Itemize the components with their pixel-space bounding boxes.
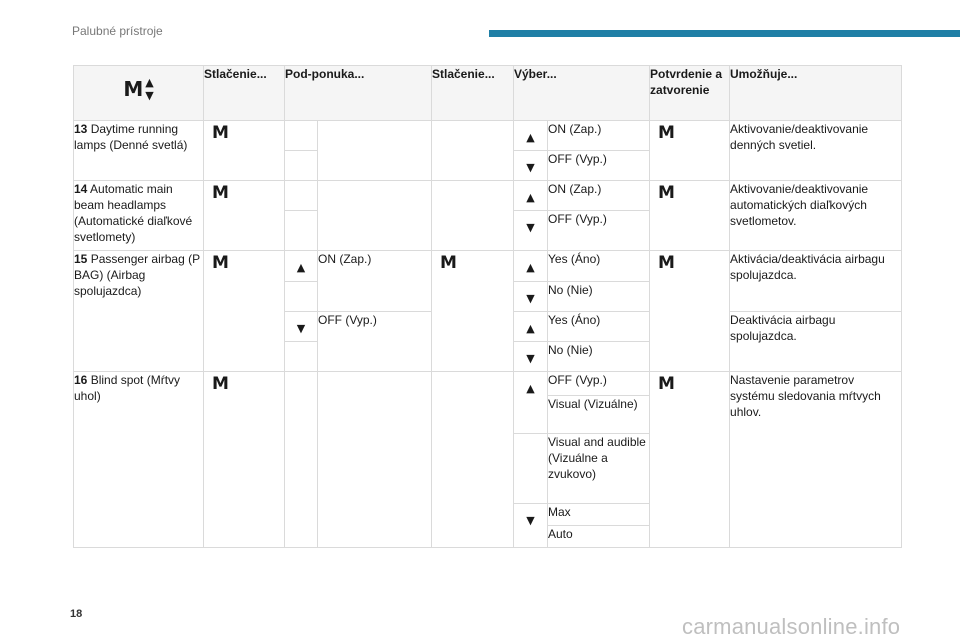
table-header-row <box>74 66 902 121</box>
arrow-down-icon: ▼ <box>526 514 535 527</box>
table-row <box>74 121 902 151</box>
description-cell: Nastavenie parametrov systému sledovania mŕtvych uhlov. <box>730 372 902 548</box>
mode-m-icon: M <box>658 183 675 203</box>
description-cell: Aktivovanie/deaktivovanie denných svetiel. <box>730 121 902 181</box>
description-cell: Deaktivácia airbagu spolujazdca. <box>730 312 902 372</box>
column-header-press: Stlačenie... <box>204 66 285 121</box>
option-cell: Yes (Áno) <box>548 312 650 342</box>
mode-m-icon: M <box>212 253 229 273</box>
mode-m-icon: M <box>658 374 675 394</box>
confirm-cell <box>650 181 730 251</box>
mode-m-icon: M <box>658 123 675 143</box>
watermark: carmanualsonline.info <box>682 614 901 639</box>
arrow-up-icon: ▲ <box>526 131 535 144</box>
empty-cell <box>285 151 318 181</box>
confirm-cell <box>650 251 730 372</box>
confirm-cell <box>650 121 730 181</box>
press-cell <box>204 251 285 372</box>
mode-m-icon: M <box>658 253 675 273</box>
arrow-down-icon: ▼ <box>145 89 154 102</box>
empty-cell <box>285 211 318 251</box>
column-header-selection: Výber... <box>514 66 650 121</box>
empty-cell <box>285 282 318 312</box>
submenu-cell: ON (Zap.) <box>318 251 432 312</box>
header-mode-icon-cell <box>74 66 204 121</box>
empty-cell <box>318 181 432 251</box>
settings-table <box>73 65 902 548</box>
empty-cell <box>514 434 548 504</box>
setting-name-cell: 16 Blind spot (Mŕtvy uhol) <box>74 372 204 548</box>
mode-m-icon: M <box>212 123 229 143</box>
table-row <box>74 372 902 396</box>
empty-cell <box>318 372 432 548</box>
column-header-press-2: Stlačenie... <box>432 66 514 121</box>
empty-cell <box>432 121 514 181</box>
header-accent-bar <box>489 30 960 37</box>
empty-cell <box>432 372 514 548</box>
table-row <box>74 181 902 211</box>
press-cell <box>204 121 285 181</box>
arrow-down-icon: ▼ <box>296 322 306 335</box>
mode-m-icon: M <box>123 77 144 101</box>
arrow-down-icon: ▼ <box>526 161 535 174</box>
press-cell <box>204 372 285 548</box>
arrow-down-icon: ▼ <box>526 221 535 234</box>
arrow-up-icon: ▲ <box>526 261 535 274</box>
option-cell: OFF (Vyp.) <box>548 151 650 181</box>
empty-cell <box>285 372 318 548</box>
option-cell: Visual (Vizuálne) <box>548 396 650 434</box>
arrow-up-icon: ▲ <box>526 382 535 395</box>
arrow-up-icon: ▲ <box>145 76 154 89</box>
column-header-submenu: Pod-ponuka... <box>285 66 432 121</box>
empty-cell <box>285 181 318 211</box>
option-cell: No (Nie) <box>548 282 650 312</box>
description-cell: Aktivácia/deaktivácia airbagu spolujazdca. <box>730 251 902 312</box>
arrow-up-icon: ▲ <box>296 261 306 274</box>
column-header-confirm: Potvrdenie a zatvorenie <box>650 66 730 121</box>
option-cell: ON (Zap.) <box>548 181 650 211</box>
press-cell <box>204 181 285 251</box>
arrow-down-icon: ▼ <box>526 352 535 365</box>
column-header-enables: Umožňuje... <box>730 66 902 121</box>
option-cell: OFF (Vyp.) <box>548 211 650 251</box>
setting-name-cell: 13 Daytime running lamps (Denné svetlá) <box>74 121 204 181</box>
arrow-up-icon: ▲ <box>526 322 535 335</box>
empty-cell <box>285 121 318 151</box>
empty-cell <box>318 121 432 181</box>
option-cell: OFF (Vyp.) <box>548 372 650 396</box>
description-cell: Aktivovanie/deaktivovanie automatických diaľkových svetlometov. <box>730 181 902 251</box>
option-cell: Auto <box>548 526 650 548</box>
table-row <box>74 251 902 282</box>
option-cell: Visual and audible (Vizuálne a zvukovo) <box>548 434 650 504</box>
press-cell <box>432 251 514 372</box>
option-cell: ON (Zap.) <box>548 121 650 151</box>
setting-name-cell: 15 Passenger airbag (P BAG) (Airbag spolujazdca) <box>74 251 204 372</box>
arrow-up-icon: ▲ <box>526 191 535 204</box>
empty-cell <box>285 342 318 372</box>
mode-m-icon: M <box>212 183 229 203</box>
confirm-cell <box>650 372 730 548</box>
option-cell: Max <box>548 504 650 526</box>
setting-name-cell: 14 Automatic main beam headlamps (Automatické diaľkové svetlomety) <box>74 181 204 251</box>
empty-cell <box>432 181 514 251</box>
mode-m-icon: M <box>440 253 457 273</box>
option-cell: Yes (Áno) <box>548 251 650 282</box>
page-header-title: Palubné prístroje <box>72 24 163 38</box>
page-number: 18 <box>70 608 83 620</box>
submenu-cell: OFF (Vyp.) <box>318 312 432 372</box>
option-cell: No (Nie) <box>548 342 650 372</box>
mode-m-icon: M <box>212 374 229 394</box>
arrow-down-icon: ▼ <box>526 292 535 305</box>
